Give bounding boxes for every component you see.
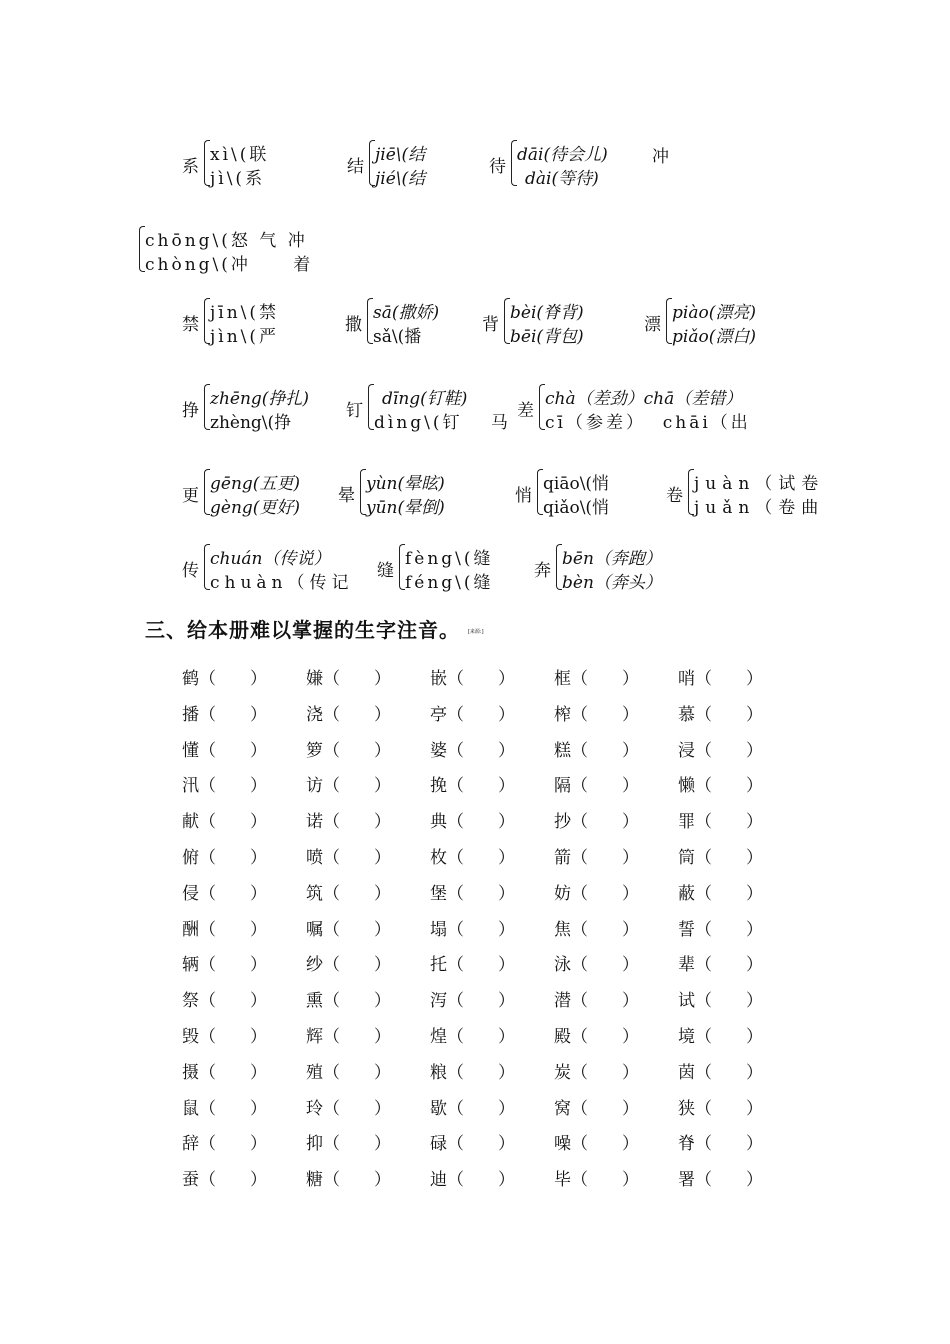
char: 枚 [430, 847, 447, 868]
answer-blank[interactable]: （ ） [571, 991, 639, 1012]
char-cell [430, 879, 554, 915]
answer-blank[interactable]: （ ） [323, 847, 391, 868]
char: 糖 [306, 1170, 323, 1191]
answer-blank[interactable]: （ ） [695, 812, 763, 833]
char-cell [182, 771, 306, 807]
reading-1: bēn（奔跑） [562, 549, 662, 569]
answer-blank[interactable]: （ ） [447, 704, 515, 725]
char-cell [430, 1058, 554, 1094]
char-cell [554, 700, 678, 736]
answer-blank[interactable]: （ ） [695, 704, 763, 725]
reading-2: dìng\(钉 马 [374, 413, 511, 433]
char-cell [430, 771, 554, 807]
char: 哨 [678, 669, 695, 689]
char: 堡 [430, 883, 447, 904]
reading-1: qiāo\(悄 [543, 474, 610, 494]
answer-blank[interactable]: （ ） [447, 883, 515, 904]
char-cell [554, 736, 678, 772]
polyphone-char: 结 [347, 157, 364, 177]
char: 挽 [430, 776, 447, 797]
answer-blank[interactable]: （ ） [695, 1134, 763, 1155]
answer-blank[interactable]: （ ） [199, 1062, 267, 1083]
char: 狭 [678, 1098, 695, 1119]
char: 抄 [554, 812, 571, 833]
reading-2: gèng(更好) [210, 498, 301, 518]
char-cell [554, 986, 678, 1022]
answer-blank[interactable]: （ ） [571, 1026, 639, 1047]
char: 喷 [306, 847, 323, 868]
char-cell [182, 986, 306, 1022]
reading-2: piǎo(漂白) [672, 327, 756, 347]
char-cell [430, 736, 554, 772]
char: 嵌 [430, 669, 447, 689]
char: 毁 [182, 1026, 199, 1047]
answer-blank[interactable]: （ ） [199, 704, 267, 725]
char-cell [678, 843, 802, 879]
answer-blank[interactable]: （ ） [695, 1026, 763, 1047]
answer-blank[interactable]: （ ） [447, 812, 515, 833]
char-cell [678, 700, 802, 736]
reading-1: juàn（试卷 [694, 474, 825, 494]
polyphone-char: 撒 [345, 315, 362, 335]
char: 试 [678, 991, 695, 1012]
char: 诺 [306, 812, 323, 833]
char: 俯 [182, 847, 199, 868]
answer-blank[interactable]: （ ） [447, 919, 515, 940]
char-cell [554, 1094, 678, 1130]
answer-blank[interactable]: （ ） [323, 1098, 391, 1119]
polyphone-char: 缝 [377, 561, 394, 581]
char: 辆 [182, 955, 199, 976]
answer-blank[interactable]: （ ） [199, 1134, 267, 1155]
char: 隔 [554, 776, 571, 797]
char-cell [306, 879, 430, 915]
reading-1: jiē\(结 [375, 145, 426, 165]
char-cell [430, 1022, 554, 1058]
reading-1: jīn\(禁 [210, 303, 280, 323]
answer-blank[interactable]: （ ） [695, 1062, 763, 1083]
answer-blank[interactable]: （ ） [695, 847, 763, 868]
reading-1: xì\(联 [210, 145, 270, 165]
char: 境 [678, 1026, 695, 1047]
char-cell [306, 915, 430, 951]
char-cell [430, 915, 554, 951]
reading-1: gēng(五更) [210, 474, 301, 494]
char-cell [678, 807, 802, 843]
reading-1: sā(撒娇) [373, 303, 440, 323]
char-cell [678, 1165, 802, 1201]
reading-2: féng\(缝 [405, 573, 494, 593]
section-title-text: 三、给本册难以掌握的生字注音。 [145, 618, 460, 642]
polyphone-char: 系 [182, 157, 199, 177]
reading-1: bèi(脊背) [510, 303, 584, 323]
char: 鹤 [182, 669, 199, 689]
polyphone-char: 奔 [534, 561, 551, 581]
answer-blank[interactable]: （ ） [199, 812, 267, 833]
answer-blank[interactable]: （ ） [571, 883, 639, 904]
char: 箩 [306, 740, 323, 761]
answer-blank[interactable]: （ ） [323, 776, 391, 797]
char: 蚕 [182, 1170, 199, 1191]
char: 访 [306, 776, 323, 797]
char-cell [678, 664, 802, 700]
char: 罪 [678, 812, 695, 833]
answer-blank[interactable]: （ ） [199, 1026, 267, 1047]
answer-blank[interactable]: （ ） [695, 883, 763, 904]
answer-blank[interactable]: （ ） [323, 955, 391, 976]
char-cell [678, 1129, 802, 1165]
answer-blank[interactable]: （ ） [695, 919, 763, 940]
char: 摄 [182, 1062, 199, 1083]
reading-2: qiǎo\(悄 [543, 498, 610, 518]
char: 箭 [554, 847, 571, 868]
polyphone-char: 传 [182, 561, 199, 581]
answer-blank[interactable]: （ ） [447, 955, 515, 976]
char: 懂 [182, 740, 199, 761]
polyphone-chuan [182, 542, 362, 592]
answer-blank[interactable]: （ ） [571, 669, 639, 689]
answer-blank[interactable]: （ ） [199, 955, 267, 976]
char: 榨 [554, 704, 571, 725]
answer-blank[interactable]: （ ） [199, 883, 267, 904]
char: 播 [182, 704, 199, 725]
char: 浸 [678, 740, 695, 761]
answer-blank[interactable]: （ ） [571, 847, 639, 868]
answer-blank[interactable]: （ ） [447, 991, 515, 1012]
char-cell [554, 1129, 678, 1165]
char-cell [306, 1094, 430, 1130]
answer-blank[interactable]: （ ） [199, 1098, 267, 1119]
answer-blank[interactable]: （ ） [571, 1062, 639, 1083]
answer-blank[interactable]: （ ） [571, 1098, 639, 1119]
char-cell [554, 1058, 678, 1094]
char: 筑 [306, 883, 323, 904]
answer-blank[interactable]: （ ） [447, 1170, 515, 1191]
answer-blank[interactable]: （ ） [323, 704, 391, 725]
char-cell [430, 986, 554, 1022]
char-cell [182, 1022, 306, 1058]
reading-2: bèn（奔头） [562, 573, 662, 593]
polyphone-char: 钉 [346, 401, 363, 421]
answer-blank[interactable]: （ ） [447, 740, 515, 761]
answer-blank[interactable]: （ ） [571, 776, 639, 797]
char: 亭 [430, 704, 447, 725]
char: 碌 [430, 1134, 447, 1155]
char-cell [306, 950, 430, 986]
reading-1: chuán（传说） [210, 549, 331, 569]
source-note: [来源:] [467, 629, 484, 635]
char: 焦 [554, 919, 571, 940]
char-cell [678, 1058, 802, 1094]
answer-blank[interactable]: （ ） [447, 847, 515, 868]
char-cell [554, 879, 678, 915]
char-cell [430, 1129, 554, 1165]
char: 婆 [430, 740, 447, 761]
char-cell [182, 879, 306, 915]
char-cell [306, 1022, 430, 1058]
reading-1: dāi(待会儿) [517, 145, 608, 165]
char-cell [554, 1165, 678, 1201]
char-cell [182, 1094, 306, 1130]
char: 殿 [554, 1026, 571, 1047]
char-cell [306, 1129, 430, 1165]
answer-blank[interactable]: （ ） [323, 669, 391, 689]
char: 懒 [678, 776, 695, 797]
char: 慕 [678, 704, 695, 725]
char: 嘱 [306, 919, 323, 940]
reading-2: jì\(系 [210, 169, 266, 189]
reading-1: fèng\(缝 [405, 549, 494, 569]
reading-2: jié\(结 [375, 169, 426, 189]
reading-2: sǎ\(播 [373, 327, 422, 347]
answer-blank[interactable]: （ ） [323, 919, 391, 940]
char: 炭 [554, 1062, 571, 1083]
polyphone-char: 悄 [515, 486, 532, 506]
char-cell [306, 1058, 430, 1094]
char: 侵 [182, 883, 199, 904]
answer-blank[interactable]: （ ） [323, 1170, 391, 1191]
answer-blank[interactable]: （ ） [695, 955, 763, 976]
char: 辞 [182, 1134, 199, 1155]
char-cell [430, 700, 554, 736]
char: 泻 [430, 991, 447, 1012]
answer-blank[interactable]: （ ） [447, 1062, 515, 1083]
char: 潜 [554, 991, 571, 1012]
char-cell [182, 950, 306, 986]
answer-blank[interactable]: （ ） [323, 883, 391, 904]
char-cell [430, 843, 554, 879]
char-cell [306, 843, 430, 879]
char-cell [554, 664, 678, 700]
char: 妨 [554, 883, 571, 904]
char-cell [306, 807, 430, 843]
reading-2: cī（参差） chāi（出 [545, 413, 751, 433]
answer-blank[interactable]: （ ） [199, 1170, 267, 1191]
char: 祭 [182, 991, 199, 1012]
char-cell [182, 807, 306, 843]
char: 塌 [430, 919, 447, 940]
answer-blank[interactable]: （ ） [695, 776, 763, 797]
answer-blank[interactable]: （ ） [323, 1134, 391, 1155]
char: 玲 [306, 1098, 323, 1119]
char: 酬 [182, 919, 199, 940]
char-cell [182, 736, 306, 772]
answer-blank[interactable]: （ ） [695, 991, 763, 1012]
reading-1: dīng(钉鞋) [382, 389, 468, 409]
char-cell [678, 1022, 802, 1058]
char-cell [430, 807, 554, 843]
answer-blank[interactable]: （ ） [695, 740, 763, 761]
answer-blank[interactable]: （ ） [571, 1170, 639, 1191]
char: 署 [678, 1170, 695, 1191]
answer-blank[interactable]: （ ） [447, 1026, 515, 1047]
char-cell [306, 1165, 430, 1201]
char: 窝 [554, 1098, 571, 1119]
char-cell [182, 700, 306, 736]
char: 蔽 [678, 883, 695, 904]
char-cell [678, 1094, 802, 1130]
char: 框 [554, 669, 571, 689]
answer-blank[interactable]: （ ） [447, 669, 515, 689]
answer-blank[interactable]: （ ） [323, 991, 391, 1012]
char-cell [182, 843, 306, 879]
answer-blank[interactable]: （ ） [571, 919, 639, 940]
char: 熏 [306, 991, 323, 1012]
polyphone-char: 晕 [338, 486, 355, 506]
reading-2: yūn(晕倒) [366, 498, 445, 518]
char-cell [430, 1094, 554, 1130]
char-cell [182, 1058, 306, 1094]
polyphone-char: 挣 [182, 401, 199, 421]
polyphone-char: 背 [482, 315, 499, 335]
char-cell [182, 1129, 306, 1165]
answer-blank[interactable]: （ ） [323, 1062, 391, 1083]
answer-blank[interactable]: （ ） [571, 955, 639, 976]
answer-blank[interactable]: （ ） [199, 919, 267, 940]
char: 抑 [306, 1134, 323, 1155]
reading-1: chōng\(怒 气 冲 [145, 231, 308, 251]
answer-blank[interactable]: （ ） [199, 740, 267, 761]
reading-1: zhēng(挣扎) [210, 389, 310, 409]
char-cell [306, 736, 430, 772]
char-cell [306, 664, 430, 700]
char: 浇 [306, 704, 323, 725]
reading-2: chuàn（传记 [210, 573, 354, 593]
reading-2: jìn\(严 [210, 327, 280, 347]
char: 典 [430, 812, 447, 833]
char-cell [554, 807, 678, 843]
char-cell [678, 736, 802, 772]
character-grid [182, 664, 802, 1201]
char-cell [554, 915, 678, 951]
char: 筒 [678, 847, 695, 868]
char: 泳 [554, 955, 571, 976]
reading-2: juǎn（卷曲 [694, 498, 825, 518]
char-cell [554, 1022, 678, 1058]
reading-2: zhèng\(挣 [210, 413, 292, 433]
reading-1: chà（差劲）chā（差错） [545, 389, 743, 409]
char: 嫌 [306, 669, 323, 689]
char: 辈 [678, 955, 695, 976]
char: 脊 [678, 1134, 695, 1155]
polyphone-juan [666, 467, 825, 518]
char-cell [182, 1165, 306, 1201]
char-cell [678, 915, 802, 951]
reading-1: yùn(晕眩) [366, 474, 445, 494]
section-title [145, 614, 484, 643]
char-cell [306, 986, 430, 1022]
char-cell [678, 986, 802, 1022]
char-cell [678, 879, 802, 915]
char-cell [554, 843, 678, 879]
answer-blank[interactable]: （ ） [199, 991, 267, 1012]
reading-2: chòng\(冲 着 [145, 255, 314, 275]
answer-blank[interactable]: （ ） [695, 1170, 763, 1191]
polyphone-cha [517, 382, 787, 432]
char: 茵 [678, 1062, 695, 1083]
char-cell [554, 950, 678, 986]
polyphone-char: 卷 [666, 486, 683, 506]
char-cell [554, 771, 678, 807]
polyphone-char-chong: 冲 [652, 147, 669, 167]
answer-blank[interactable]: （ ） [447, 1098, 515, 1119]
char: 托 [430, 955, 447, 976]
answer-blank[interactable]: （ ） [199, 847, 267, 868]
char: 鼠 [182, 1098, 199, 1119]
char: 粮 [430, 1062, 447, 1083]
answer-blank[interactable]: （ ） [571, 740, 639, 761]
reading-2: dài(等待) [525, 169, 599, 189]
answer-blank[interactable]: （ ） [447, 1134, 515, 1155]
answer-blank[interactable]: （ ） [695, 669, 763, 689]
answer-blank[interactable]: （ ） [323, 1026, 391, 1047]
polyphone-char: 更 [182, 486, 199, 506]
answer-blank[interactable]: （ ） [323, 740, 391, 761]
char-cell [430, 950, 554, 986]
polyphone-char: 待 [489, 157, 506, 177]
char: 歇 [430, 1098, 447, 1119]
polyphone-char: 禁 [182, 315, 199, 335]
char-cell [306, 771, 430, 807]
char: 纱 [306, 955, 323, 976]
char-cell [306, 700, 430, 736]
polyphone-char: 漂 [644, 315, 661, 335]
char: 迪 [430, 1170, 447, 1191]
answer-blank[interactable]: （ ） [323, 812, 391, 833]
char-cell [430, 1165, 554, 1201]
char: 噪 [554, 1134, 571, 1155]
char-cell [678, 950, 802, 986]
char: 煌 [430, 1026, 447, 1047]
char-cell [678, 771, 802, 807]
char: 糕 [554, 740, 571, 761]
char: 殖 [306, 1062, 323, 1083]
char: 誓 [678, 919, 695, 940]
answer-blank[interactable]: （ ） [571, 812, 639, 833]
answer-blank[interactable]: （ ） [199, 776, 267, 797]
reading-2: bēi(背包) [510, 327, 584, 347]
char: 汛 [182, 776, 199, 797]
answer-blank[interactable]: （ ） [695, 1098, 763, 1119]
answer-blank[interactable]: （ ） [447, 776, 515, 797]
answer-blank[interactable]: （ ） [199, 669, 267, 689]
polyphone-char: 差 [517, 401, 534, 421]
char-cell [182, 664, 306, 700]
char: 献 [182, 812, 199, 833]
answer-blank[interactable]: （ ） [571, 1134, 639, 1155]
answer-blank[interactable]: （ ） [571, 704, 639, 725]
char: 辉 [306, 1026, 323, 1047]
char-cell [430, 664, 554, 700]
char: 毕 [554, 1170, 571, 1191]
reading-1: piào(漂亮) [672, 303, 756, 323]
char-cell [182, 915, 306, 951]
